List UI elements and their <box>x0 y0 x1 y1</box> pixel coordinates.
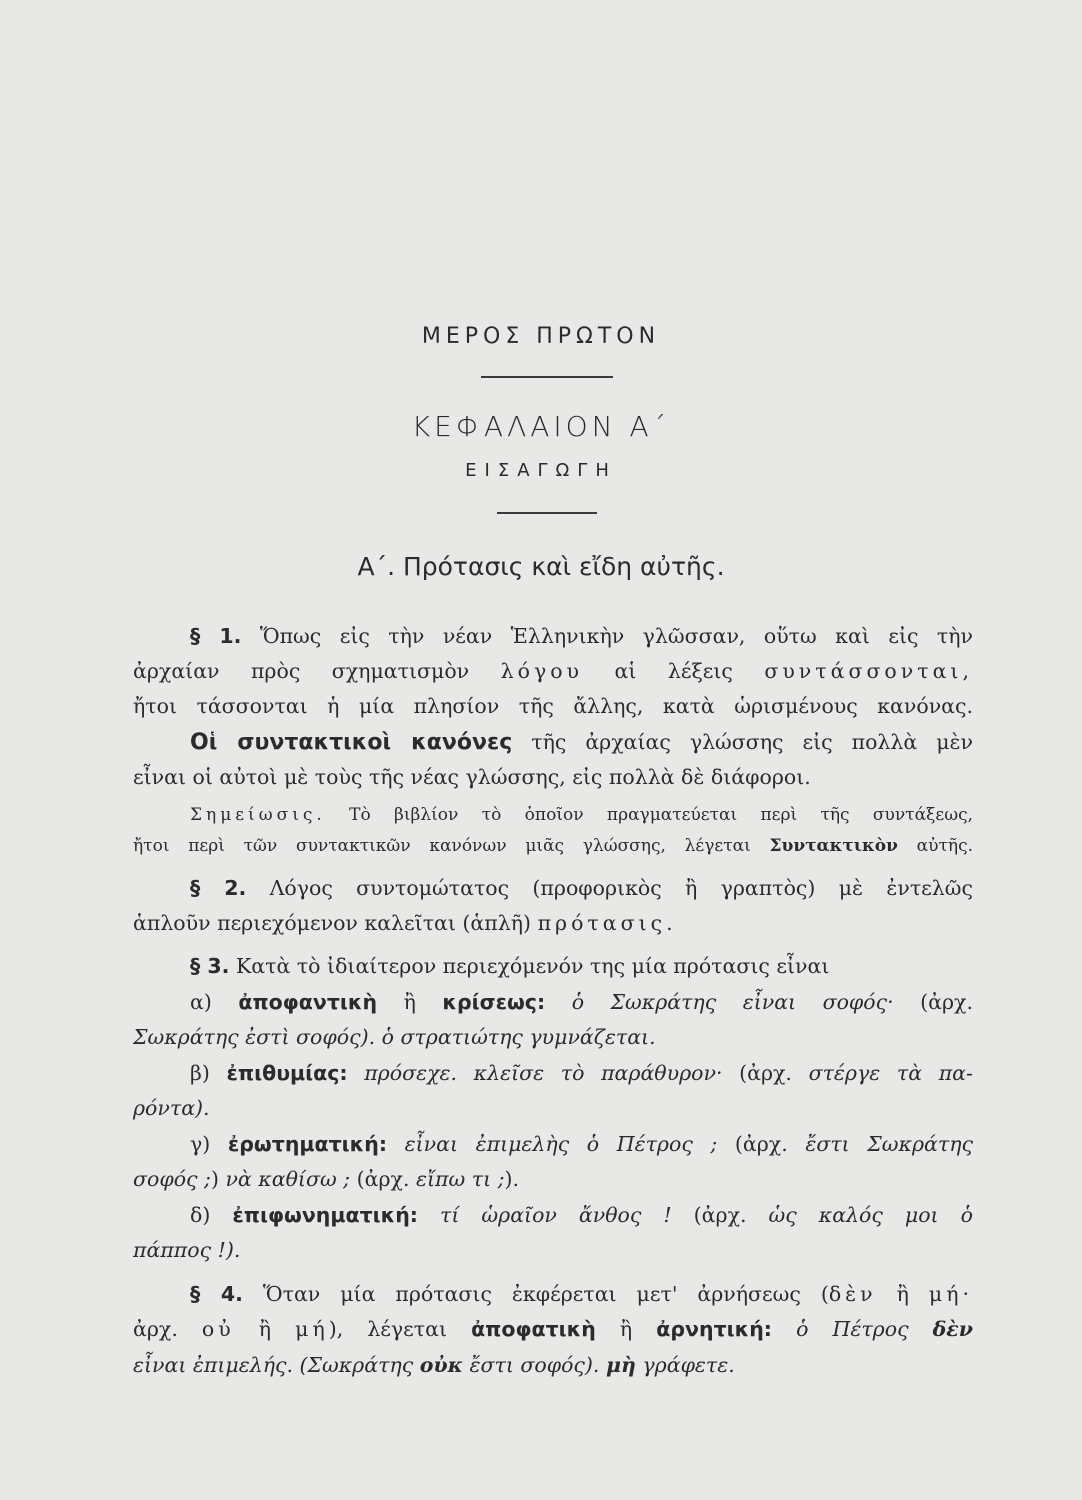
example-text: σοφός ; <box>133 1167 211 1191</box>
section-sign: § 2. <box>190 876 247 900</box>
example-text: στέργε τὰ πα- <box>808 1061 973 1085</box>
text-run: ἢ <box>896 1282 909 1306</box>
text-run: (ἀρχ. <box>920 990 973 1014</box>
bold-term: Συντακτικὸν <box>769 836 898 856</box>
list-marker: γ) <box>190 1132 211 1156</box>
section-sign: § 4. <box>190 1282 243 1306</box>
spaced-term: συντάσσονται, <box>764 659 973 683</box>
part-title: ΜΕΡΟΣ ΠΡΩΤΟΝ <box>421 324 661 349</box>
example-text: ὡς καλός μοι ὁ <box>768 1203 973 1227</box>
example-text: ). ὁ στρατιώτης γυμνάζεται. <box>360 1025 656 1049</box>
spaced-term: οὐ <box>201 1317 235 1341</box>
paragraph-1-line <box>133 688 973 724</box>
bold-term: Οἱ συντακτικοὶ κανόνες <box>190 730 513 755</box>
paragraph-3-line <box>190 1197 973 1233</box>
text-run: ). <box>504 1167 520 1191</box>
text-run: τῆς ἀρχαίας γλώσσης εἰς πολλὰ μὲν <box>531 730 973 754</box>
example-text: ρόντα). <box>133 1096 210 1120</box>
text-run: εἶναι οἱ αὐτοὶ μὲ τοὺς τῆς νέας γλώσσης, εἰς πολλὰ δὲ διάφοροι. <box>133 765 811 789</box>
section-sign: § 3. <box>190 954 230 978</box>
bold-example: δὲν <box>932 1317 973 1341</box>
example-text: ὁ Πέτρος <box>796 1317 909 1341</box>
example-text: γράφετε. <box>642 1353 735 1377</box>
example-text: εἶναι ἐπιμελὴς ὁ Πέτρος ; <box>404 1132 718 1156</box>
text-run: ἁπλοῦν περιεχόμενον καλεῖται (ἁπλῆ) <box>133 911 532 935</box>
example-text: νὰ καθίσω ; <box>225 1167 351 1191</box>
divider-rule <box>497 512 597 514</box>
paragraph-3-line <box>133 1019 656 1055</box>
bold-term: ἐπιθυμίας: <box>226 1061 348 1085</box>
text-run: αὐτῆς. <box>916 836 974 856</box>
spaced-term: πρότασις. <box>537 911 677 935</box>
section-sign: § 1. <box>190 624 242 648</box>
paragraph-1-line <box>190 618 973 654</box>
text-run: ἢ <box>619 1317 633 1341</box>
text-run: ) <box>210 1167 219 1191</box>
text-run: ἢ <box>403 990 416 1014</box>
bold-term: ἐρωτηματική: <box>227 1132 388 1156</box>
example-text: εἶναι ἐπιμελής. (Σωκράτης <box>133 1353 414 1377</box>
bold-term: ἀρνητική: <box>656 1317 772 1341</box>
note-label: Σημείωσις. <box>190 805 326 825</box>
paragraph-3-line <box>133 1232 240 1268</box>
paragraph-4-line <box>190 1276 973 1312</box>
text-run: Τὸ βιβλίον τὸ ὁποῖον πραγματεύεται περὶ τῆς συντάξεως, <box>349 805 974 825</box>
example-text: πρόσεχε. κλεῖσε τὸ παράθυρον· <box>364 1061 723 1085</box>
bold-example: οὐκ <box>419 1353 463 1377</box>
paragraph-4-line <box>133 1347 735 1383</box>
paragraph-4-line <box>133 1311 973 1347</box>
example-text: ὁ Σωκράτης εἶναι σοφός· <box>571 990 894 1014</box>
example-text: εἴπω τι ; <box>416 1167 505 1191</box>
text-run: Ὅπως εἰς τὴν νέαν Ἑλληνικὴν γλῶσσαν, οὕτω καὶ εἰς τὴν <box>259 624 973 648</box>
bold-term: ἀποφαντικὴ <box>238 990 378 1014</box>
text-run: Λόγος συντομώτατος (προφορικὸς ἢ γραπτὸς) μὲ ἐντελῶς <box>269 876 973 900</box>
text-run: ), λέγεται <box>328 1317 448 1341</box>
list-marker: δ) <box>190 1203 211 1227</box>
text-run: ἀρχαίαν πρὸς σχηματισμὸν <box>133 659 470 683</box>
text-run: (ἀρχ. <box>739 1061 792 1085</box>
paragraph-3-line <box>133 1161 519 1197</box>
bold-term: ἀποφατικὴ <box>471 1317 596 1341</box>
bold-term: κρίσεως: <box>442 990 546 1014</box>
text-run: ἀρχ. <box>133 1317 178 1341</box>
paragraph-3-line <box>190 1055 973 1091</box>
example-text: Σωκράτης ἐστὶ σοφός <box>133 1025 361 1049</box>
spaced-term: λόγου <box>500 659 584 683</box>
paragraph-3-line <box>190 1126 973 1162</box>
example-text: ἔστι σοφός). <box>469 1353 600 1377</box>
divider-rule <box>481 376 613 378</box>
chapter-title: ΚΕΦΑΛΑΙΟΝ Α΄ <box>411 410 671 443</box>
introduction-title: ΕΙΣΑΓΩΓΗ <box>465 460 617 481</box>
spaced-term: μή <box>295 1317 329 1341</box>
text-run: ἢ <box>258 1317 272 1341</box>
bold-example: μὴ <box>605 1353 636 1377</box>
list-marker: α) <box>190 990 212 1014</box>
note-line <box>133 828 973 864</box>
paragraph-2-line <box>133 905 677 941</box>
paragraph-3-line <box>133 1090 210 1126</box>
paragraph-3-line <box>190 984 973 1020</box>
text-run: αἱ λέξεις <box>614 659 733 683</box>
paragraph-2-line <box>190 870 973 906</box>
list-marker: β) <box>190 1061 210 1085</box>
paragraph-1-line <box>133 653 973 689</box>
text-run: (ἀρχ. <box>693 1203 747 1227</box>
text-run: ἤτοι τάσσονται ἡ μία πλησίον τῆς ἄλλης, κατὰ ὡρισμένους κανόνας. <box>133 694 973 718</box>
text-run: (ἀρχ. <box>356 1167 410 1191</box>
paragraph-3-line <box>190 948 829 984</box>
spaced-term: μή· <box>928 1282 973 1306</box>
text-run: Ὅταν μία πρότασις ἐκφέρεται μετ' ἀρνήσεως ( <box>262 1282 829 1306</box>
spaced-term: δὲν <box>828 1282 877 1306</box>
section-heading: Α΄. Πρότασις καὶ εἴδη αὐτῆς. <box>357 552 725 581</box>
paragraph-1-line <box>190 724 973 761</box>
paragraph-1-line <box>133 759 811 795</box>
example-text: πάππος !). <box>133 1238 241 1262</box>
example-text: ἔστι Σωκράτης <box>805 1132 973 1156</box>
text-run: Κατὰ τὸ ἰδιαίτερον περιεχόμενόν της μία πρότασις εἶναι <box>235 954 830 978</box>
text-run: ἤτοι περὶ τῶν συντακτικῶν κανόνων μιᾶς γλώσσης, λέγεται <box>133 836 751 856</box>
example-text: τί ὡραῖον ἄνθος ! <box>440 1203 672 1227</box>
bold-term: ἐπιφωνηματική: <box>232 1203 418 1227</box>
text-run: (ἀρχ. <box>734 1132 788 1156</box>
